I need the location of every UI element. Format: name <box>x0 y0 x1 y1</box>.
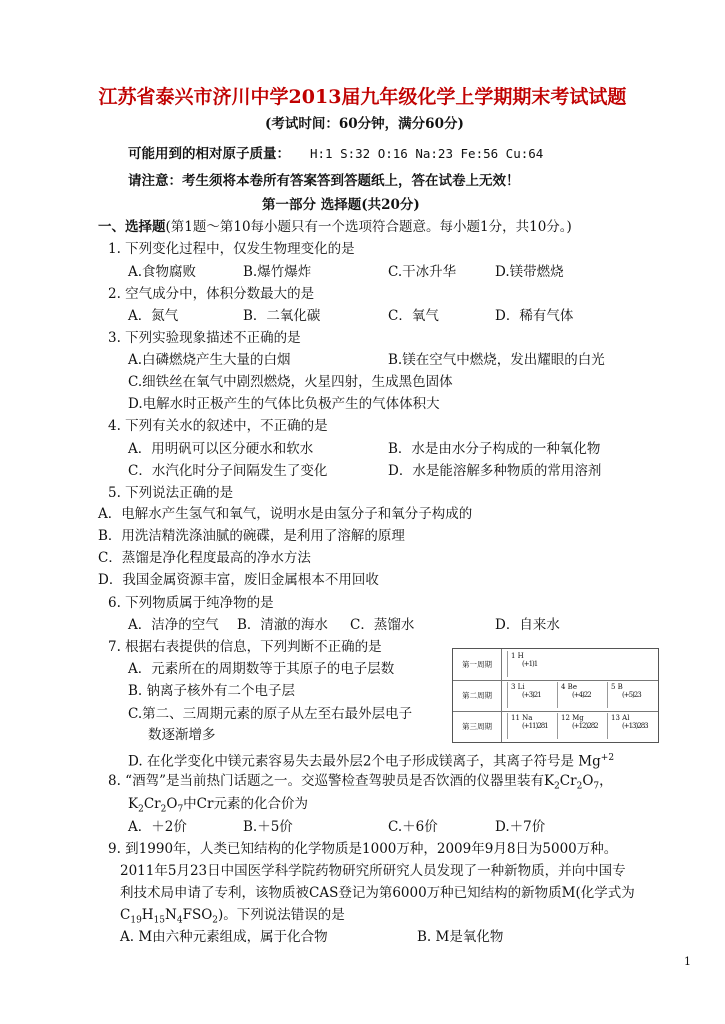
element-al-shells: (+13)283 <box>622 722 648 730</box>
element-li-symbol: 3 Li <box>511 683 525 691</box>
element-mg-symbol: 12 Mg <box>561 714 584 722</box>
element-h-shells: (+1)1 <box>522 660 538 668</box>
q3-option-c: C.细铁丝在氧气中剧烈燃烧，火星四射，生成黑色固体 <box>128 374 453 390</box>
q4-option-a: A．用明矾可以区分硬水和软水 <box>128 441 314 457</box>
q1-option-c: C.干冰升华 <box>388 264 457 280</box>
q4-stem: 4. 下列有关水的叙述中，不正确的是 <box>108 418 328 434</box>
q6-option-d: D．自来水 <box>495 617 560 633</box>
q7-option-b: B. 钠离子核外有二个电子层 <box>128 683 296 699</box>
q5-stem: 5. 下列说法正确的是 <box>108 485 234 501</box>
q6-stem: 6. 下列物质属于纯净物的是 <box>108 595 274 611</box>
exam-title: 江苏省泰兴市济川中学2013届九年级化学上学期期末考试试题 <box>98 86 627 108</box>
q7-option-d <box>128 749 614 771</box>
element-b-symbol: 5 B <box>611 683 623 691</box>
q8-stem-text: 8. “酒驾”是当前热门话题之一。交巡警检查驾驶员是否饮酒的仪器里装有K <box>108 773 555 789</box>
q9-line3: 利技术局申请了专利，该物质被CAS登记为第6000万种已知结构的新物质M(化学式为 <box>120 885 635 901</box>
element-mg-shells: (+12)282 <box>572 722 598 730</box>
q6-option-c: C．蒸馏水 <box>350 617 415 633</box>
atomic-mass-label: 可能用到的相对原子质量： <box>128 146 290 162</box>
element-be-shells: (+4)22 <box>572 691 591 699</box>
period-1-label: 第一周期 <box>453 649 502 680</box>
q9-fso: FSO <box>182 907 213 923</box>
q7-option-c: C.第二、三周期元素的原子从左至右最外层电子 <box>128 706 413 722</box>
page-number: 1 <box>684 955 691 968</box>
q8-o: O <box>582 773 594 789</box>
q9-option-b: B. M是氧化物 <box>417 929 504 945</box>
q8-cr-sub-2: 2 <box>160 804 167 815</box>
q4-option-b: B．水是由水分子构成的一种氧化物 <box>388 441 601 457</box>
q1-stem: 1. 下列变化过程中，仅发生物理变化的是 <box>108 241 355 257</box>
section-heading <box>98 218 572 236</box>
element-al <box>607 713 654 739</box>
q3-option-d: D.电解水时正极产生的气体比负极产生的气体体积大 <box>128 396 440 412</box>
q7-option-c-cont: 数逐渐增多 <box>148 727 216 743</box>
q9-n-sub: 4 <box>176 915 183 926</box>
q9-line2: 2011年5月23日中国医学科学院药物研究所研究人员发现了一种新物质，并向中国专 <box>120 863 626 879</box>
element-na-shells: (+11)281 <box>522 722 548 730</box>
mg-charge: +2 <box>600 753 615 763</box>
q4-option-c: C．水汽化时分子间隔发生了变化 <box>128 463 328 479</box>
element-be <box>557 682 604 708</box>
q8-cr: Cr <box>559 773 577 789</box>
q8-cr-sub: 2 <box>576 781 583 792</box>
period-1-row <box>453 649 658 681</box>
element-b-shells: (+5)23 <box>622 691 641 699</box>
element-li-shells: (+3)21 <box>522 691 541 699</box>
q9-n: N <box>165 907 177 923</box>
q8-option-d: D.＋7价 <box>495 819 546 835</box>
q2-stem: 2. 空气成分中，体积分数最大的是 <box>108 286 315 302</box>
section-head-rest: (第1题～第10每小题只有一个选项符合题意。每小题1分，共10分。) <box>165 219 572 235</box>
element-na <box>507 713 554 739</box>
q7-stem: 7. 根据右表提供的信息，下列判断不正确的是 <box>108 639 382 655</box>
period-2-label: 第二周期 <box>453 680 502 711</box>
q9-line1: 9. 到1990年，人类已知结构的化学物质是1000万种，2009年9月8日为5000万种。 <box>108 841 618 857</box>
q5-option-d: D．我国金属资源丰富，废旧金属根本不用回收 <box>98 572 379 588</box>
q9-o-sub: 2 <box>212 915 218 926</box>
q8-stem: 8. “酒驾”是当前热门话题之一。交巡警检查驾驶员是否饮酒的仪器里装有$K_2Cr_2O_7$， <box>108 773 613 792</box>
q8-o-sub-2: 7 <box>177 804 184 815</box>
q3-option-b: B.镁在空气中燃烧，发出耀眼的白光 <box>388 352 605 368</box>
q2-option-b: B．二氧化碳 <box>243 308 321 324</box>
period-3-label: 第三周期 <box>453 711 502 742</box>
element-h <box>507 651 554 677</box>
period-3-row <box>453 711 658 742</box>
q3-stem: 3. 下列实验现象描述不正确的是 <box>108 330 301 346</box>
q5-option-b: B．用洗洁精洗涤油腻的碗碟，是利用了溶解的原理 <box>98 528 405 544</box>
element-be-symbol: 4 Be <box>561 683 577 691</box>
element-b <box>607 682 654 708</box>
q3-option-a: A.白磷燃烧产生大量的白烟 <box>128 352 291 368</box>
q7-option-d-text: D. 在化学变化中镁元素容易失去最外层2个电子形成镁离子，其离子符号是 Mg <box>128 753 601 770</box>
q6-option-a: A．洁净的空气 <box>128 617 219 633</box>
q9-h-sub: 15 <box>153 915 166 926</box>
q2-option-a: A．氮气 <box>128 308 179 324</box>
q2-option-c: C．氧气 <box>388 308 439 324</box>
q6-option-b: B．清澈的海水 <box>237 617 328 633</box>
q8-option-c: C.＋6价 <box>388 819 438 835</box>
q9-c: C <box>120 907 131 923</box>
element-mg <box>557 713 604 739</box>
q1-option-a: A.食物腐败 <box>128 264 197 280</box>
q8-k-sub: 2 <box>554 781 560 792</box>
q8-stem-line2: $K_2Cr_2O_7$中Cr元素的化合价为 <box>128 796 308 815</box>
q9-line4 <box>120 906 345 930</box>
q5-option-a: A．电解水产生氢气和氧气，说明水是由氢分子和氧分子构成的 <box>98 506 473 522</box>
q8-stem-text-2: 中Cr元素的化合价为 <box>183 796 308 812</box>
part-title: 第一部分 选择题(共20分) <box>262 197 420 213</box>
notice: 请注意：考生须将本卷所有答案答到答题纸上，答在试卷上无效！ <box>128 173 520 189</box>
element-al-symbol: 13 Al <box>611 714 630 722</box>
q8-o-2: O <box>166 796 178 812</box>
atomic-mass-values: H:1 S:32 O:16 Na:23 Fe:56 Cu:64 <box>310 146 544 161</box>
q1-option-b: B.爆竹爆炸 <box>243 264 312 280</box>
element-na-symbol: 11 Na <box>511 714 533 722</box>
q8-option-b: B.＋5价 <box>243 819 293 835</box>
exam-info: (考试时间：60分钟，满分60分) <box>265 116 464 132</box>
q8-option-a: A．＋2价 <box>128 819 187 835</box>
period-2-row <box>453 680 658 712</box>
q9-line4-rest: )。下列说法错误的是 <box>218 907 345 923</box>
periodic-table-figure <box>452 648 659 743</box>
q8-o-sub: 7 <box>593 781 600 792</box>
section-head-bold: 一、选择题 <box>98 219 166 235</box>
q8-k-sub-2: 2 <box>138 804 144 815</box>
q7-option-a: A．元素所在的周期数等于其原子的电子层数 <box>128 661 395 677</box>
element-h-symbol: 1 H <box>511 652 524 660</box>
q1-option-d: D.镁带燃烧 <box>495 264 564 280</box>
q5-option-c: C．蒸馏是净化程度最高的净水方法 <box>98 550 311 566</box>
q2-option-d: D．稀有气体 <box>495 308 574 324</box>
q9-option-a: A. M由六种元素组成，属于化合物 <box>120 929 328 945</box>
q4-option-d: D．水是能溶解多种物质的常用溶剂 <box>388 463 602 479</box>
q9-c-sub: 19 <box>130 915 142 926</box>
element-li <box>507 682 554 708</box>
q8-cr-2: Cr <box>143 796 161 812</box>
q9-h: H <box>141 907 154 923</box>
